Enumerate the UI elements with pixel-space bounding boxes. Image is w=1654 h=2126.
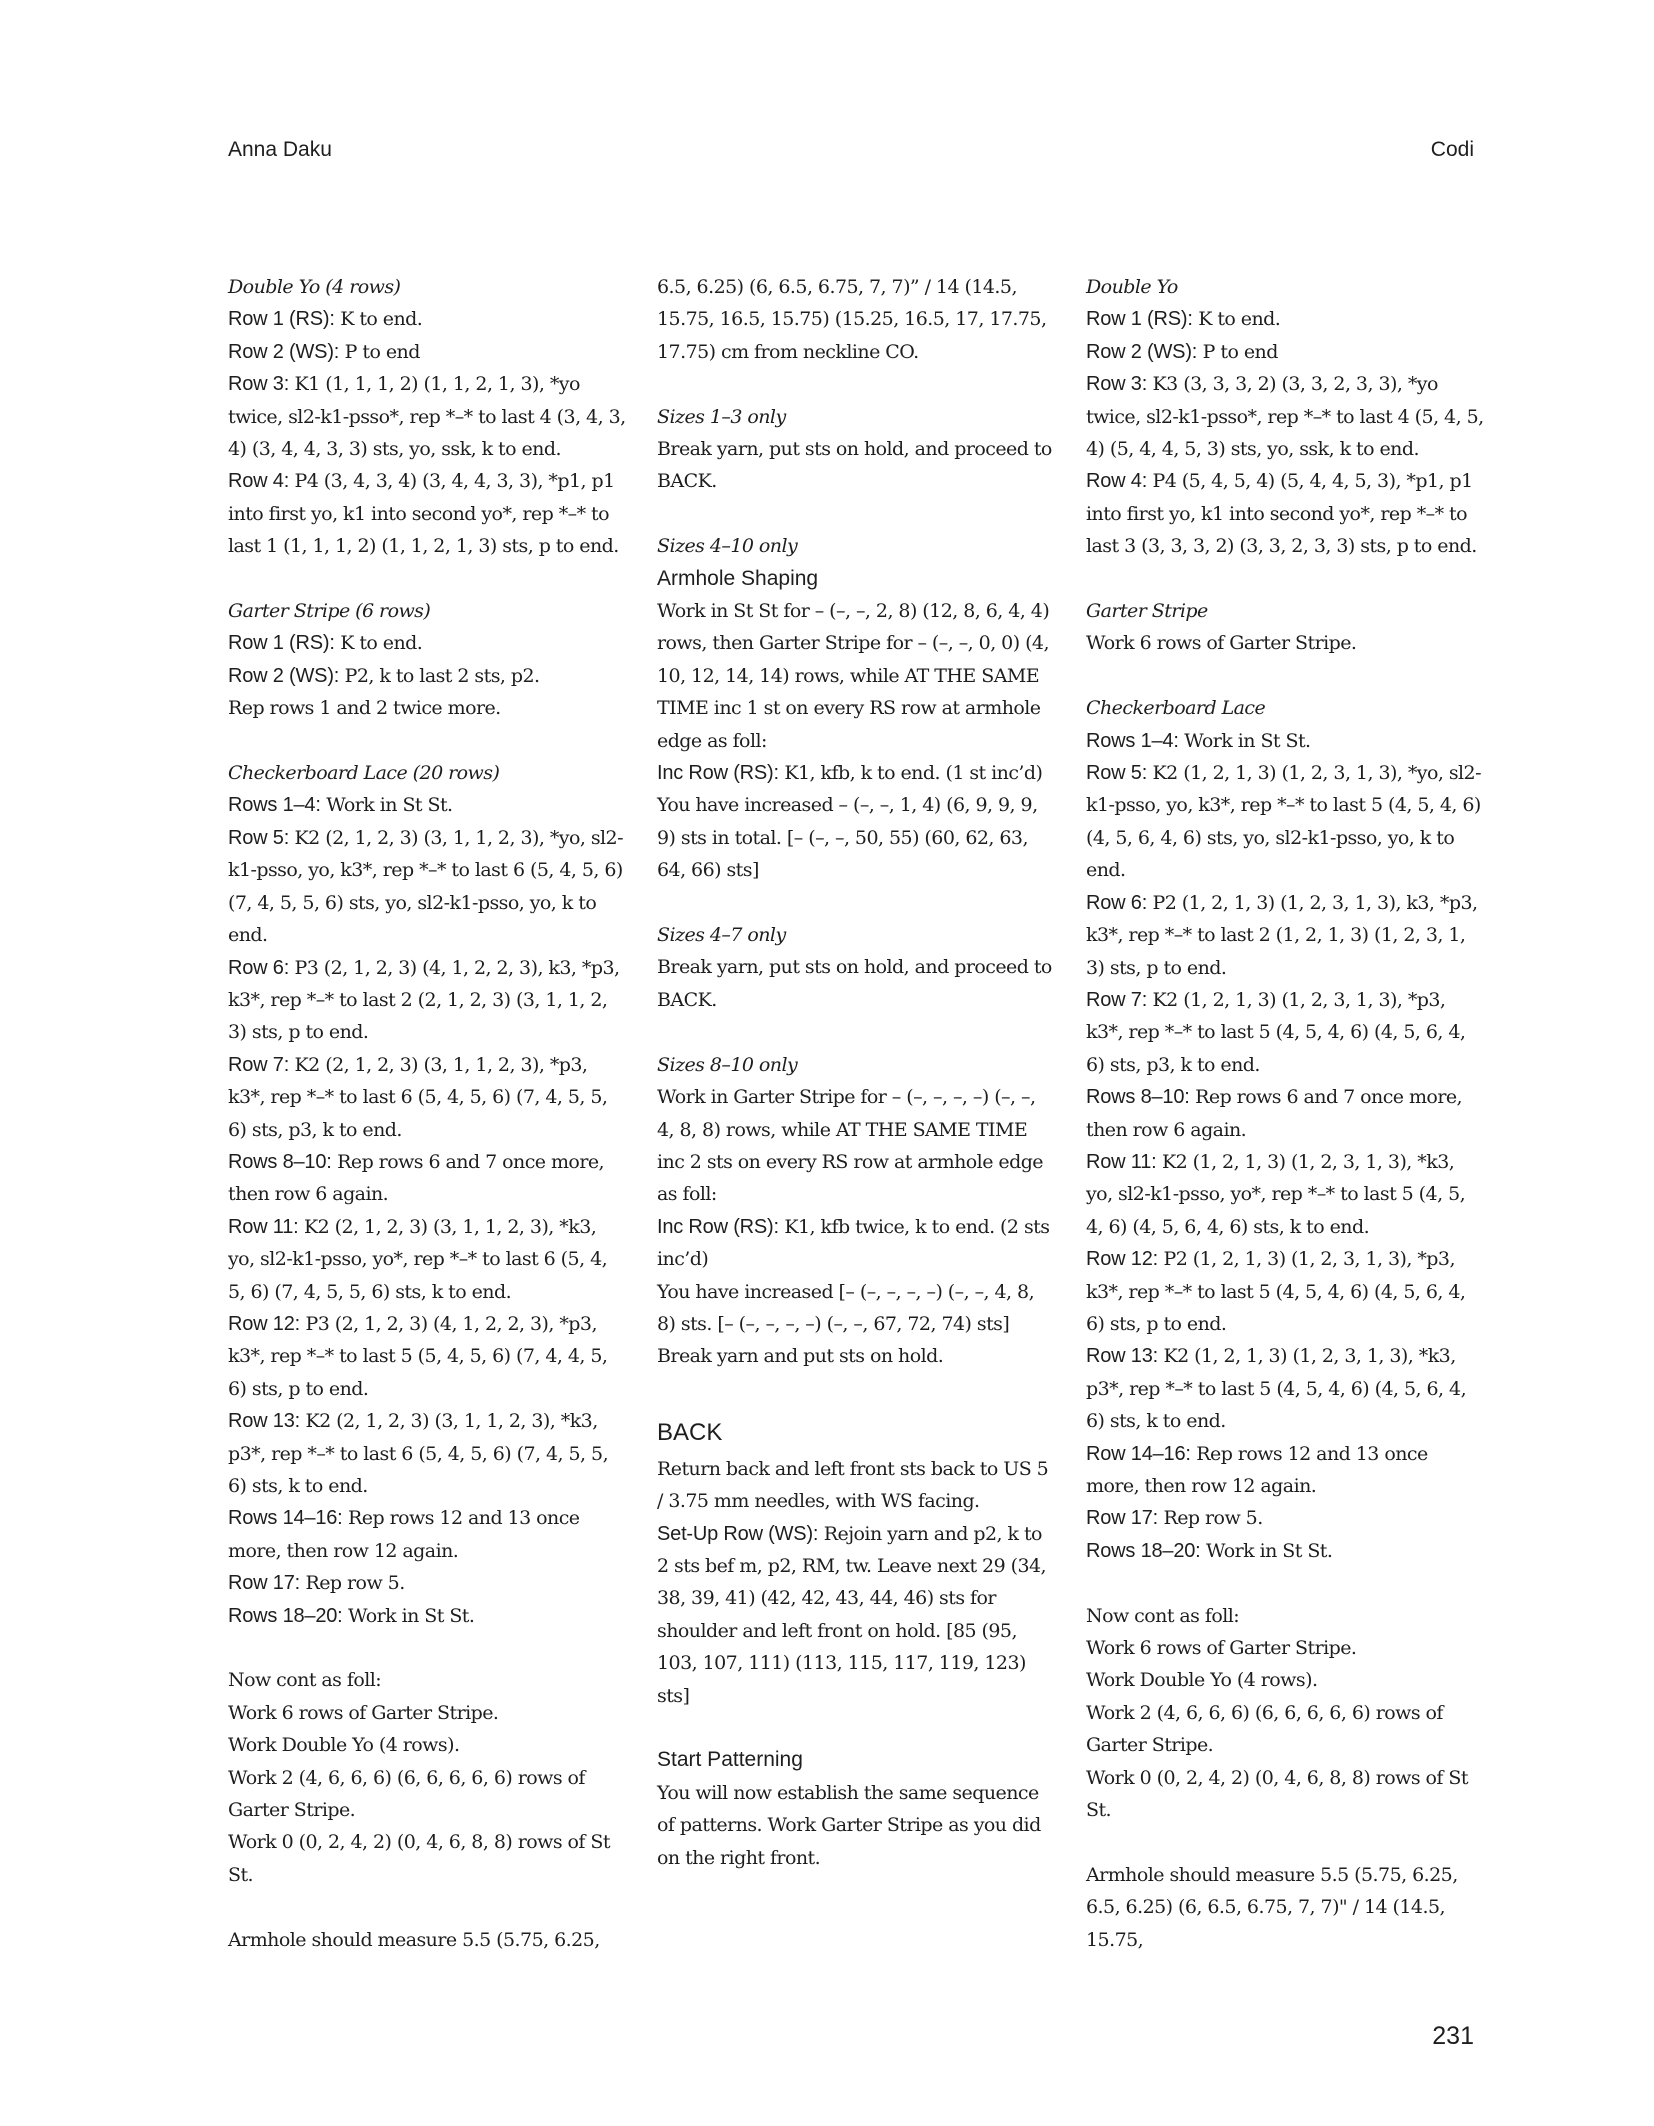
sizes-4-10-title: Sizes 4–10 only: [657, 535, 798, 558]
sizes-4-7-title: Sizes 4–7 only: [657, 924, 786, 947]
column-3: [1086, 271, 1486, 1956]
instruction-row: Row 3: K1 (1, 1, 1, 2) (1, 1, 2, 1, 3), *yo twice, sl2-k1-psso*, rep *–* to last 4 (3, 4, 3, 4) (3, 4, 4, 3, 3) sts, yo, ssk, k to end.: [228, 373, 626, 461]
sizes-8-10-title: Sizes 8–10 only: [657, 1053, 798, 1076]
running-header-author: Anna Daku: [228, 138, 332, 161]
instruction-text: You have increased – (–, –, 1, 4) (6, 9, 9, 9, 9) sts in total. [– (–, –, 50, 55) (60, 62, 63, 64, 66) sts]: [657, 794, 1038, 882]
instruction-text: Work 6 rows of Garter Stripe.: [228, 1701, 499, 1724]
instruction-row: Row 6: P3 (2, 1, 2, 3) (4, 1, 2, 2, 3), k3, *p3, k3*, rep *–* to last 2 (2, 1, 2, 3) (3, 1, 1, 2, 3) sts, p to end.: [228, 956, 620, 1044]
instruction-row: Row 11: K2 (1, 2, 1, 3) (1, 2, 3, 1, 3), *k3, yo, sl2-k1-psso, yo*, rep *–* to last 5 (4, 5, 4, 6) (4, 5, 6, 4, 6) sts, k to end.: [1086, 1150, 1466, 1238]
instruction-row: Row 3: K3 (3, 3, 3, 2) (3, 3, 2, 3, 3), *yo twice, sl2-k1-psso*, rep *–* to last 4 (5, 4, 5, 4) (5, 4, 4, 5, 3) sts, yo, ssk, k to end.: [1086, 373, 1484, 461]
instruction-row: Row 11: K2 (2, 1, 2, 3) (3, 1, 1, 2, 3), *k3, yo, sl2-k1-psso, yo*, rep *–* to last 6 (5, 4, 5, 6) (7, 4, 5, 5, 6) sts, k to end.: [228, 1215, 608, 1303]
instruction-text: Break yarn, put sts on hold, and proceed to BACK.: [657, 956, 1052, 1011]
instruction-row: Row 2 (WS): P to end: [228, 340, 420, 363]
instruction-text: Work 2 (4, 6, 6, 6) (6, 6, 6, 6, 6) rows of Garter Stripe.: [228, 1766, 585, 1822]
start-patterning-heading: Start Patterning: [657, 1748, 803, 1772]
instruction-row: Rows 14–16: Rep rows 12 and 13 once more, then row 12 again.: [228, 1507, 580, 1562]
instruction-row: Row 14–16: Rep rows 12 and 13 once more, then row 12 again.: [1086, 1442, 1428, 1497]
instruction-row: Row 17: Rep row 5.: [228, 1572, 405, 1595]
instruction-row: Row 17: Rep row 5.: [1086, 1507, 1263, 1530]
instruction-text: 6.5, 6.25) (6, 6.5, 6.75, 7, 7)” / 14 (14.5, 15.75, 16.5, 15.75) (15.25, 16.5, 17, 17.75, 17.75) cm from neckline CO.: [657, 276, 1047, 363]
instruction-text: You will now establish the same sequence of patterns. Work Garter Stripe as you did on the right front.: [657, 1781, 1041, 1869]
instruction-row: Rows 1–4: Work in St St.: [228, 794, 453, 817]
instruction-text: Break yarn and put sts on hold.: [657, 1345, 944, 1368]
instruction-row: Row 2 (WS): P2, k to last 2 sts, p2.: [228, 664, 540, 687]
instruction-text: Work Double Yo (4 rows).: [228, 1734, 460, 1757]
instruction-text: Armhole should measure 5.5 (5.75, 6.25,: [228, 1928, 600, 1951]
instruction-text: Work 0 (0, 2, 4, 2) (0, 4, 6, 8, 8) rows of St St.: [228, 1831, 610, 1886]
instruction-row: Row 5: K2 (1, 2, 1, 3) (1, 2, 3, 1, 3), *yo, sl2-k1-psso, yo, k3*, rep *–* to last 5 (4, 5, 4, 6) (4, 5, 6, 4, 6) sts, yo, sl2-k1-psso, yo, k to end.: [1086, 762, 1481, 882]
instruction-row: Row 6: P2 (1, 2, 1, 3) (1, 2, 3, 1, 3), k3, *p3, k3*, rep *–* to last 2 (1, 2, 1, 3) (1, 2, 3, 1, 3) sts, p to end.: [1086, 891, 1478, 979]
instruction-text: Work 6 rows of Garter Stripe.: [1086, 1637, 1357, 1660]
instruction-text: Now cont as foll:: [1086, 1604, 1240, 1627]
instruction-text: Work in Garter Stripe for – (–, –, –, –) (–, –, 4, 8, 8) rows, while AT THE SAME TIME inc 2 sts on every RS row at armhole edge as foll:: [657, 1086, 1044, 1206]
instruction-text: Work 0 (0, 2, 4, 2) (0, 4, 6, 8, 8) rows of St St.: [1086, 1766, 1468, 1822]
instruction-row: Row 13: K2 (1, 2, 1, 3) (1, 2, 3, 1, 3), *k3, p3*, rep *–* to last 5 (4, 5, 4, 6) (4, 5, 6, 4, 6) sts, k to end.: [1086, 1345, 1467, 1433]
instruction-row: Row 12: P2 (1, 2, 1, 3) (1, 2, 3, 1, 3), *p3, k3*, rep *–* to last 5 (4, 5, 4, 6) (4, 5, 6, 4, 6) sts, p to end.: [1086, 1248, 1466, 1335]
instruction-row: Rows 8–10: Rep rows 6 and 7 once more, then row 6 again.: [228, 1150, 605, 1206]
instruction-row: Inc Row (RS): K1, kfb, k to end. (1 st inc’d): [657, 762, 1043, 785]
instruction-text: Work 2 (4, 6, 6, 6) (6, 6, 6, 6, 6) rows of Garter Stripe.: [1086, 1701, 1443, 1757]
instruction-text: Rep rows 1 and 2 twice more.: [228, 697, 501, 720]
back-heading: BACK: [657, 1418, 723, 1446]
instruction-row: Row 1 (RS): K to end.: [1086, 308, 1281, 331]
instruction-text: Work in St St for – (–, –, 2, 8) (12, 8, 6, 4, 4) rows, then Garter Stripe for – (–, –, 0, 0) (4, 10, 12, 14, 14) rows, while AT THE SAME TIME inc 1 st on every RS row at armhole edge as foll:: [657, 600, 1050, 752]
armhole-shaping-heading: Armhole Shaping: [657, 566, 819, 590]
instruction-text: Work 6 rows of Garter Stripe.: [1086, 632, 1357, 655]
garter-stripe-title: Garter Stripe (6 rows): [228, 600, 431, 623]
double-yo-title: Double Yo (4 rows): [228, 276, 401, 298]
checkerboard-lace-title: Checkerboard Lace (20 rows): [228, 762, 500, 785]
instruction-text: Armhole should measure 5.5 (5.75, 6.25, 6.5, 6.25) (6, 6.5, 6.75, 7, 7)" / 14 (14.5, 15.75,: [1086, 1863, 1458, 1951]
column-2: [657, 271, 1057, 1874]
instruction-row: Row 2 (WS): P to end: [1086, 340, 1278, 363]
instruction-text: Break yarn, put sts on hold, and proceed to BACK.: [657, 438, 1052, 493]
instruction-row: Rows 1–4: Work in St St.: [1086, 729, 1311, 752]
running-header-pattern: Codi: [1430, 138, 1474, 161]
instruction-row: Row 1 (RS): K to end.: [228, 308, 423, 331]
instruction-row: Rows 8–10: Rep rows 6 and 7 once more, then row 6 again.: [1086, 1086, 1463, 1141]
instruction-row: Row 5: K2 (2, 1, 2, 3) (3, 1, 1, 2, 3), *yo, sl2-k1-psso, yo, k3*, rep *–* to last 6 (5, 4, 5, 6) (7, 4, 5, 5, 6) sts, yo, sl2-k1-psso, yo, k to end.: [228, 826, 623, 947]
page-number: 231: [1432, 2022, 1474, 2050]
instruction-text: You have increased [– (–, –, –, –) (–, –, 4, 8, 8) sts. [– (–, –, –, –) (–, –, 67, 72, 74) sts]: [657, 1280, 1035, 1335]
instruction-row: Inc Row (RS): K1, kfb twice, k to end. (2 sts inc’d): [657, 1215, 1050, 1271]
instruction-row: Row 13: K2 (2, 1, 2, 3) (3, 1, 1, 2, 3), *k3, p3*, rep *–* to last 6 (5, 4, 5, 6) (7, 4, 5, 5, 6) sts, k to end.: [228, 1410, 609, 1497]
instruction-text: Work Double Yo (4 rows).: [1086, 1669, 1318, 1692]
sizes-1-3-title: Sizes 1–3 only: [657, 405, 786, 428]
instruction-row: Rows 18–20: Work in St St.: [228, 1604, 475, 1627]
instruction-row: Row 4: P4 (3, 4, 3, 4) (3, 4, 4, 3, 3), *p1, p1 into first yo, k1 into second yo*, rep *–* to last 1 (1, 1, 1, 2) (1, 1, 2, 1, 3) sts, p to end.: [228, 470, 619, 558]
instruction-row: Row 1 (RS): K to end.: [228, 632, 423, 655]
checkerboard-lace-title: Checkerboard Lace: [1086, 697, 1266, 720]
instruction-row: Set-Up Row (WS): Rejoin yarn and p2, k to 2 sts bef m, p2, RM, tw. Leave next 29 (34, 38, 39, 41) (42, 42, 43, 44, 46) sts for shoulder and left front on hold. [85 (95, 103, 107, 111) (113, 115, 117, 119, 123) sts]: [657, 1522, 1047, 1707]
instruction-text: Return back and left front sts back to US 5 / 3.75 mm needles, with WS facing.: [657, 1457, 1049, 1513]
column-1: [228, 271, 628, 1956]
instruction-row: Row 12: P3 (2, 1, 2, 3) (4, 1, 2, 2, 3), *p3, k3*, rep *–* to last 5 (5, 4, 5, 6) (7, 4, 4, 5, 6) sts, p to end.: [228, 1312, 608, 1400]
double-yo-title: Double Yo: [1086, 276, 1178, 298]
instruction-row: Row 7: K2 (1, 2, 1, 3) (1, 2, 3, 1, 3), *p3, k3*, rep *–* to last 5 (4, 5, 4, 6) (4, 5, 6, 4, 6) sts, p3, k to end.: [1086, 988, 1466, 1076]
instruction-row: Row 4: P4 (5, 4, 5, 4) (5, 4, 4, 5, 3), *p1, p1 into first yo, k1 into second yo*, rep *–* to last 3 (3, 3, 3, 2) (3, 3, 2, 3, 3) sts, p to end.: [1086, 470, 1477, 558]
instruction-text: Now cont as foll:: [228, 1669, 382, 1692]
instruction-row: Rows 18–20: Work in St St.: [1086, 1539, 1333, 1562]
instruction-row: Row 7: K2 (2, 1, 2, 3) (3, 1, 1, 2, 3), *p3, k3*, rep *–* to last 6 (5, 4, 5, 6) (7, 4, 5, 5, 6) sts, p3, k to end.: [228, 1053, 608, 1141]
garter-stripe-title: Garter Stripe: [1086, 600, 1208, 623]
